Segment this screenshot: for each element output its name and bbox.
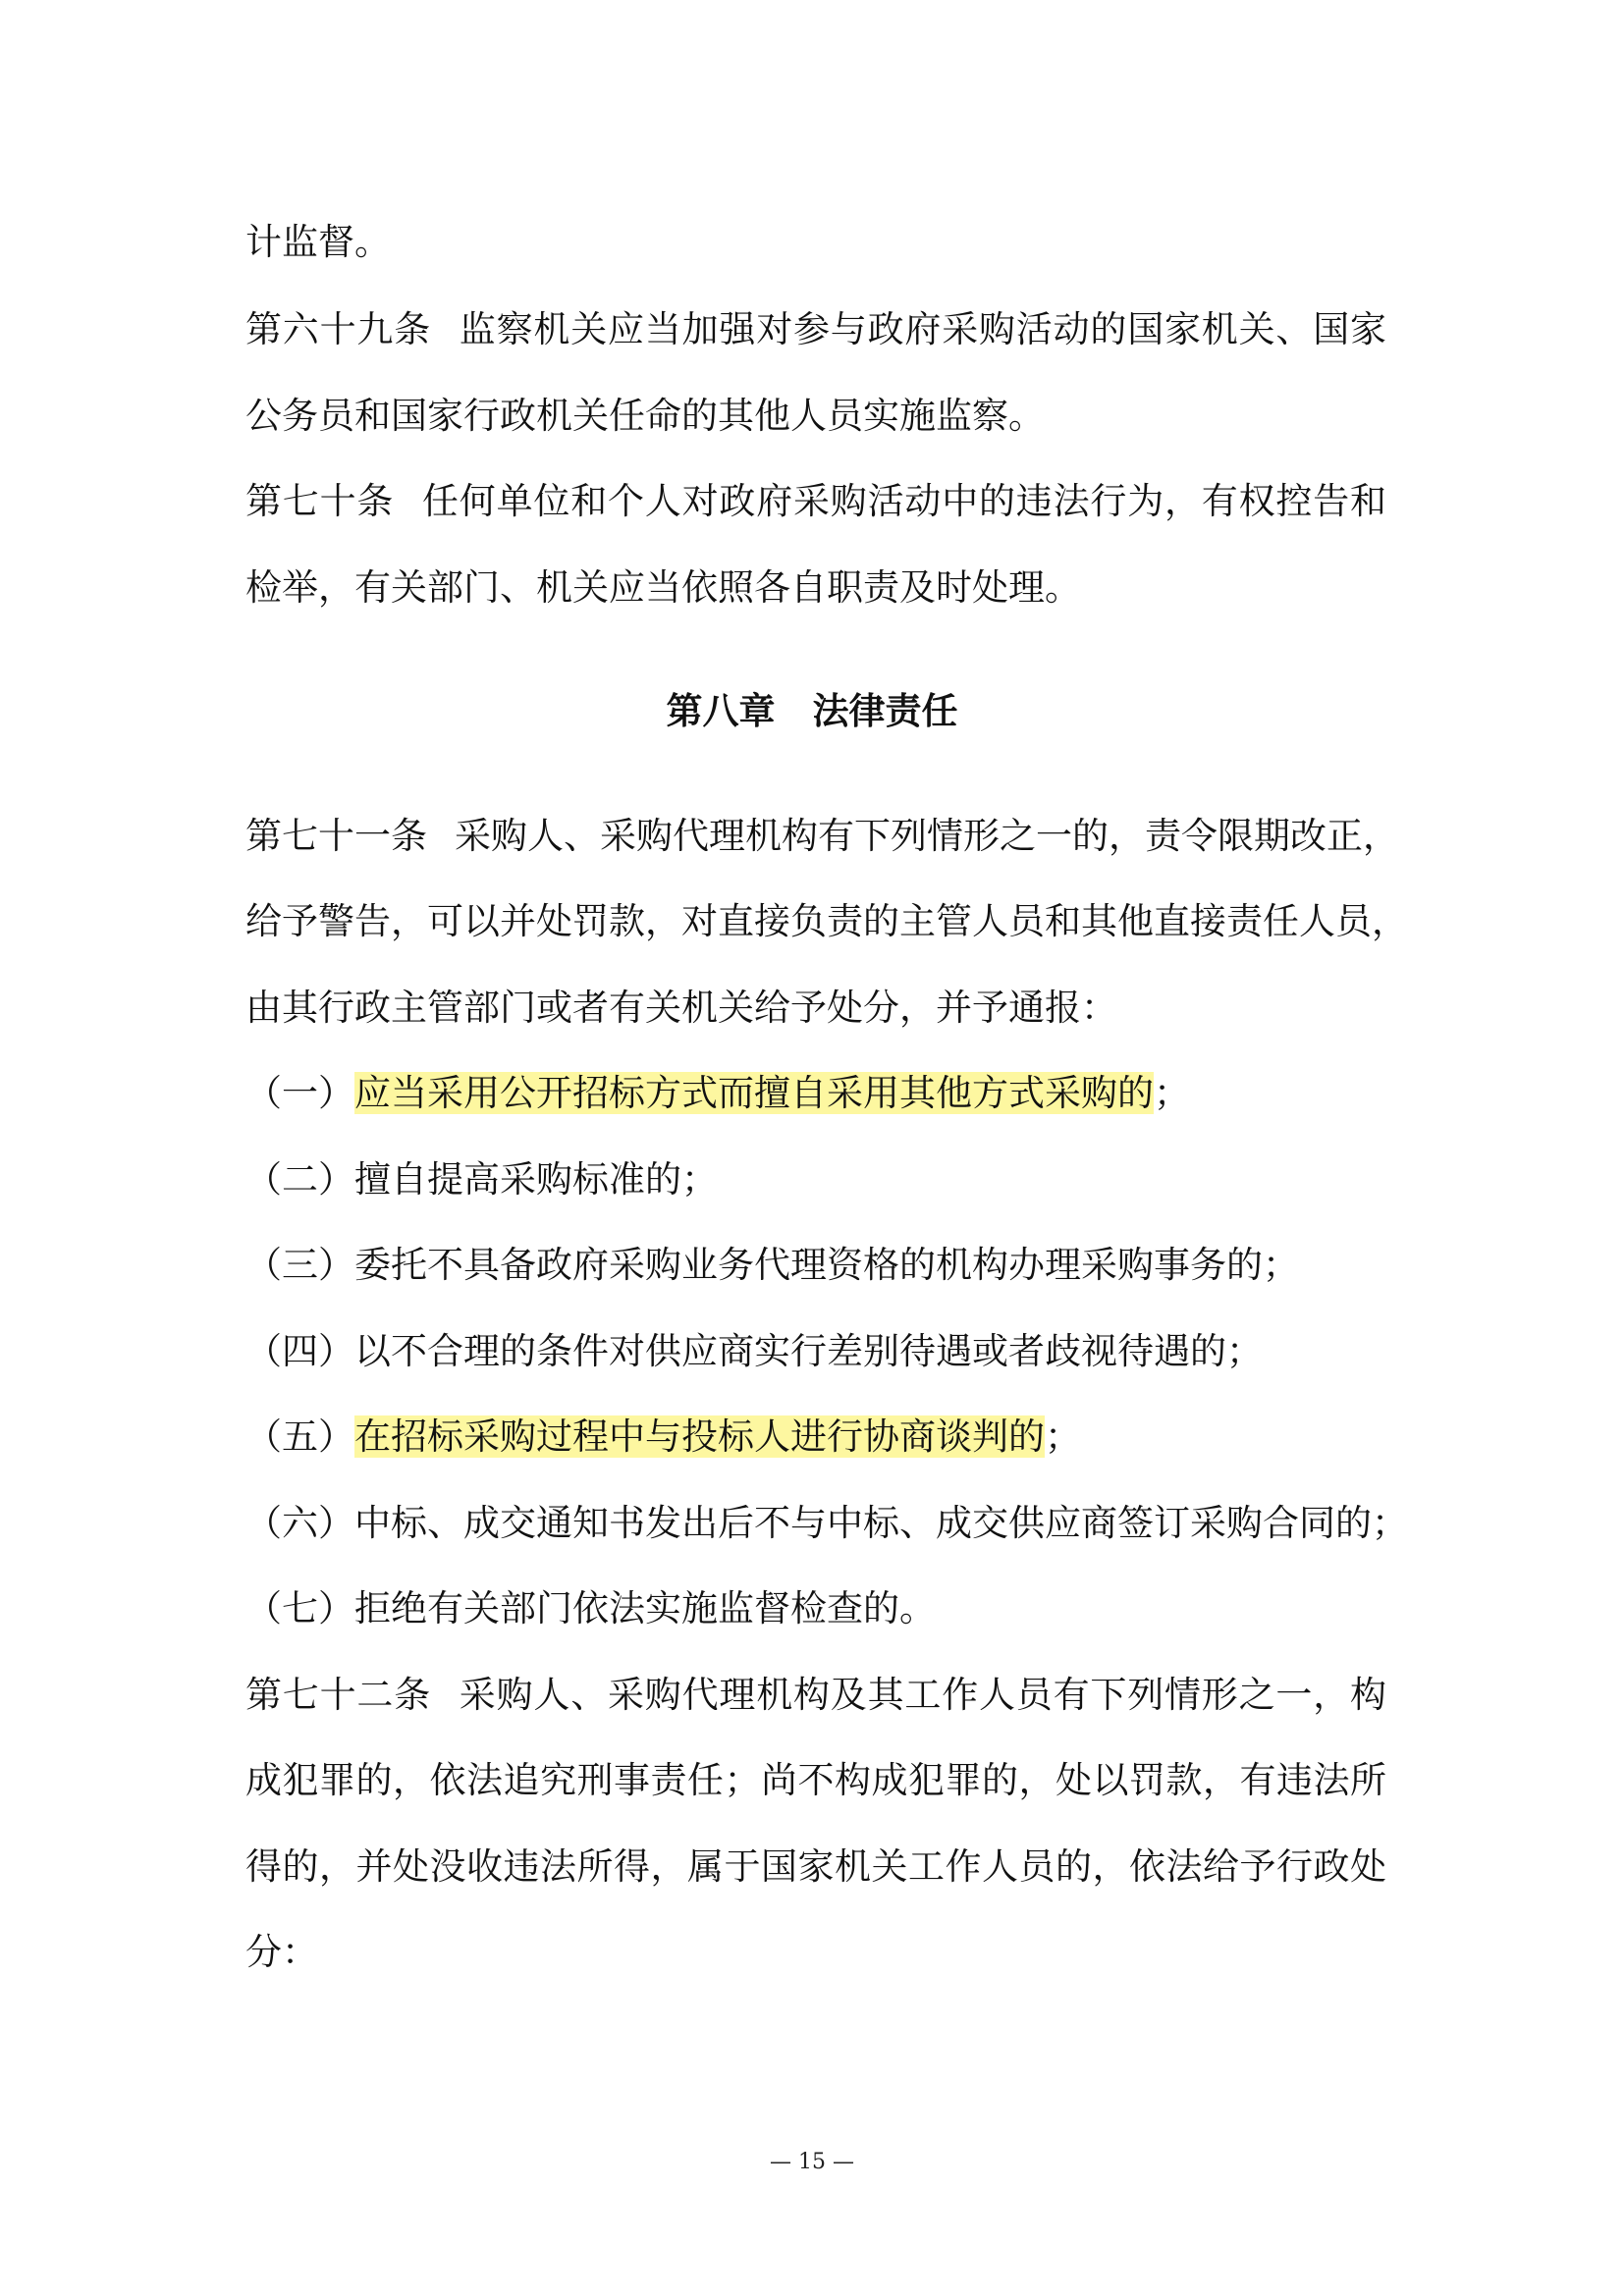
list-item [245, 1499, 1408, 1548]
paragraph-line [245, 218, 391, 267]
article-72-line-3 [245, 1842, 1386, 1892]
article-70-line-1 [245, 477, 1386, 526]
article-text: 公务员和国家行政机关任命的其他人员实施监察。 [245, 395, 1045, 437]
list-item [245, 1241, 1299, 1290]
list-item-suffix: ； [1045, 1415, 1081, 1458]
list-item [245, 1413, 1081, 1462]
list-item [245, 1327, 1263, 1376]
list-item-suffix: ； [1154, 1072, 1190, 1114]
list-item-prefix: （六） [245, 1502, 354, 1544]
article-72-line-2 [245, 1756, 1386, 1805]
article-text: 任何单位和个人对政府采购活动中的违法行为，有权控告和 [421, 480, 1387, 522]
list-item-prefix: （二） [245, 1158, 354, 1201]
list-item [245, 1069, 1190, 1118]
article-text: 监察机关应当加强对参与政府采购活动的国家机关、国家 [459, 308, 1386, 350]
list-item-text: 拒绝有关部门依法实施监督检查的。 [354, 1587, 936, 1629]
chapter-heading [0, 687, 1624, 736]
list-item-text: 擅自提高采购标准的； [354, 1158, 718, 1201]
text-continuation: 计监督。 [245, 221, 391, 263]
chapter-number: 第八章 [666, 690, 776, 732]
article-text: 给予警告，可以并处罚款，对直接负责的主管人员和其他直接责任人员， [245, 900, 1408, 942]
article-70-line-2 [245, 563, 1081, 613]
list-item-prefix: （三） [245, 1244, 354, 1286]
list-item [245, 1155, 718, 1204]
list-item-prefix: （一） [245, 1072, 354, 1114]
article-number: 第六十九条 [245, 308, 431, 350]
article-69-line-2 [245, 392, 1045, 441]
article-number: 第七十条 [245, 480, 395, 522]
page-number: — 15 — [770, 2150, 854, 2174]
article-text: 采购人、采购代理机构有下列情形之一的，责令限期改正， [455, 815, 1399, 857]
article-text: 得的，并处没收违法所得，属于国家机关工作人员的，依法给予行政处 [245, 1845, 1386, 1888]
article-69-line-1 [245, 305, 1386, 354]
list-item-prefix: （五） [245, 1415, 354, 1458]
list-item-text: 中标、成交通知书发出后不与中标、成交供应商签订采购合同的； [354, 1502, 1408, 1544]
article-71-line-1 [245, 812, 1399, 861]
article-72-line-4 [245, 1928, 318, 1977]
article-71-line-3 [245, 984, 1117, 1033]
highlighted-text: 在招标采购过程中与投标人进行协商谈判的 [354, 1415, 1045, 1458]
article-text: 分： [245, 1931, 318, 1973]
article-text: 由其行政主管部门或者有关机关给予处分，并予通报： [245, 987, 1117, 1029]
article-number: 第七十一条 [245, 815, 427, 857]
chapter-title: 法律责任 [812, 690, 958, 732]
list-item-text: 委托不具备政府采购业务代理资格的机构办理采购事务的； [354, 1244, 1299, 1286]
article-text: 检举，有关部门、机关应当依照各自职责及时处理。 [245, 566, 1081, 609]
article-72-line-1 [245, 1671, 1386, 1720]
article-number: 第七十二条 [245, 1674, 431, 1716]
list-item [245, 1584, 936, 1633]
article-text: 采购人、采购代理机构及其工作人员有下列情形之一，构 [459, 1674, 1386, 1716]
list-item-prefix: （四） [245, 1330, 354, 1372]
highlighted-text: 应当采用公开招标方式而擅自采用其他方式采购的 [354, 1072, 1154, 1114]
article-text: 成犯罪的，依法追究刑事责任；尚不构成犯罪的，处以罚款，有违法所 [245, 1759, 1386, 1801]
list-item-prefix: （七） [245, 1587, 354, 1629]
list-item-text: 以不合理的条件对供应商实行差别待遇或者歧视待遇的； [354, 1330, 1263, 1372]
article-71-line-2 [245, 897, 1408, 946]
